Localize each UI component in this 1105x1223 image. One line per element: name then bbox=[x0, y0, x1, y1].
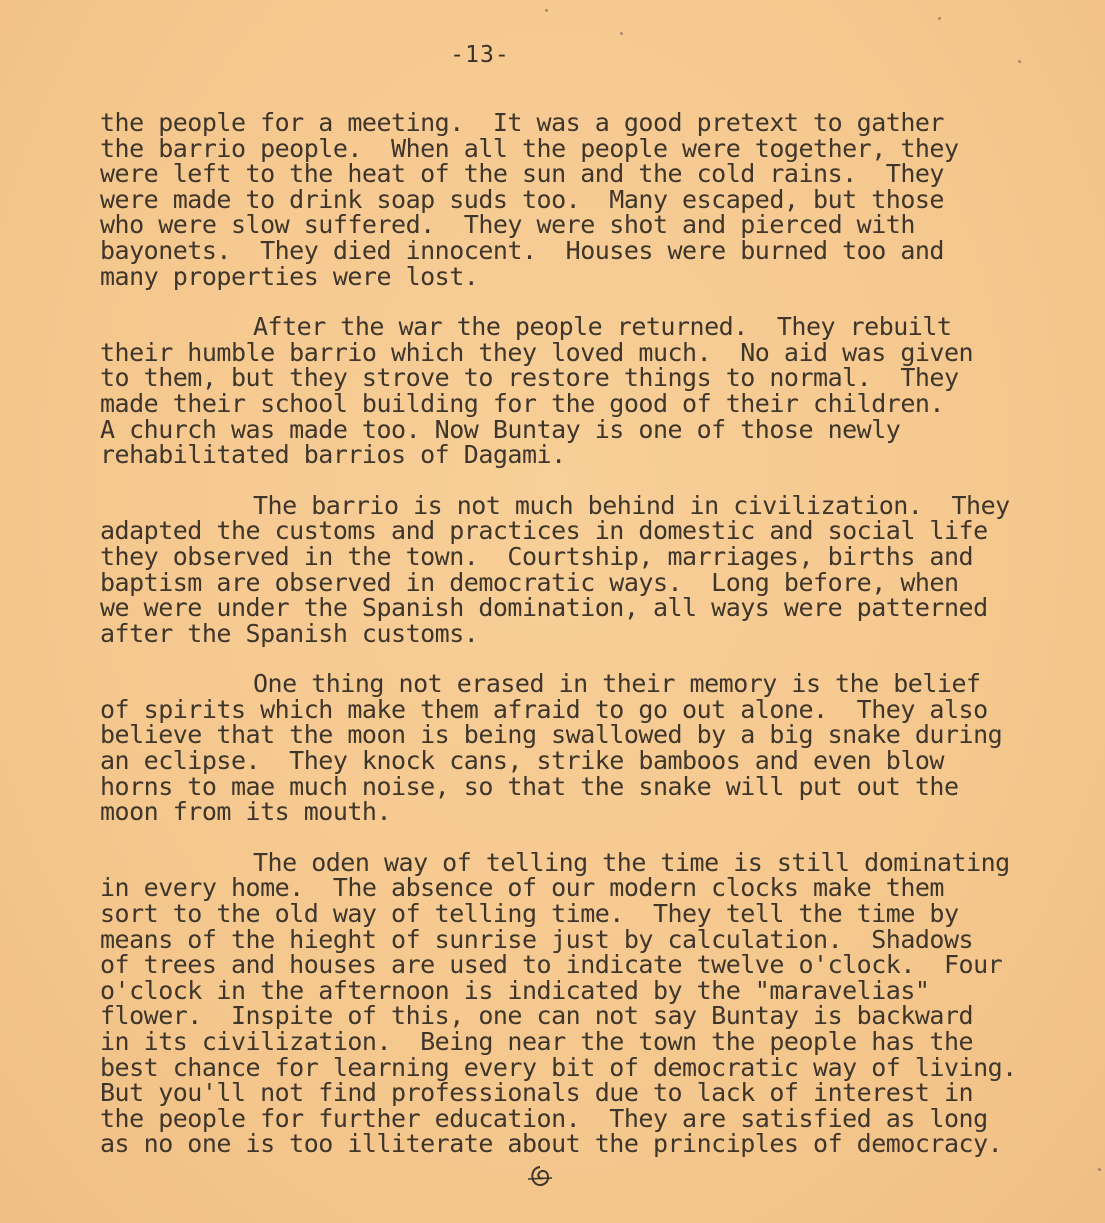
paragraph bbox=[100, 671, 1090, 825]
text-line bbox=[100, 442, 1090, 468]
line-text: adapted the customs and practices in domestic and social life bbox=[100, 516, 988, 546]
text-line bbox=[100, 1080, 1090, 1106]
line-text: in every home. The absence of our modern clocks make them bbox=[100, 873, 944, 903]
line-text: o'clock in the afternoon is indicated by the "maravelias" bbox=[100, 975, 930, 1005]
line-text: we were under the Spanish domination, all ways were patterned bbox=[100, 593, 988, 623]
line-text: many properties were lost. bbox=[100, 261, 479, 291]
line-text: after the Spanish customs. bbox=[100, 618, 479, 648]
text-line bbox=[100, 133, 1090, 163]
text-line bbox=[100, 518, 1090, 544]
text-line bbox=[100, 541, 1090, 571]
line-text: of spirits which make them afraid to go out alone. They also bbox=[100, 694, 988, 724]
paragraph bbox=[100, 490, 1090, 648]
paper-speck bbox=[545, 9, 548, 12]
text-line bbox=[100, 567, 1090, 597]
page-number: -13- bbox=[450, 42, 510, 68]
handwritten-mark-icon bbox=[526, 1164, 554, 1192]
line-text: were left to the heat of the sun and the cold rains. They bbox=[100, 159, 944, 189]
line-text: The oden way of telling the time is still dominating bbox=[253, 847, 1010, 877]
text-line bbox=[100, 388, 1090, 418]
text-line bbox=[100, 1029, 1090, 1055]
text-line bbox=[100, 671, 1090, 697]
line-text: to them, but they strove to restore things to normal. They bbox=[100, 363, 959, 393]
line-text: means of the hieght of sunrise just by calculation. Shadows bbox=[100, 924, 974, 954]
line-text: they observed in the town. Courtship, marriages, births and bbox=[100, 541, 974, 571]
text-line bbox=[100, 901, 1090, 927]
line-text: of trees and houses are used to indicate twelve o'clock. Four bbox=[100, 950, 1003, 980]
line-text: But you'll not find professionals due to lack of interest in bbox=[100, 1078, 974, 1108]
text-line bbox=[100, 771, 1090, 801]
text-line bbox=[100, 595, 1090, 621]
line-text: who were slow suffered. They were shot and pierced with bbox=[100, 210, 915, 240]
text-line bbox=[100, 1052, 1090, 1082]
text-line bbox=[100, 799, 1090, 825]
text-line bbox=[100, 414, 1090, 444]
text-line bbox=[100, 261, 1090, 291]
line-text: bayonets. They died innocent. Houses were burned too and bbox=[100, 235, 944, 265]
line-text: believe that the moon is being swallowed by a big snake during bbox=[100, 720, 1003, 750]
line-text: best chance for learning every bit of democratic way of living. bbox=[100, 1052, 1017, 1082]
text-line bbox=[100, 314, 1090, 340]
paper-speck bbox=[1018, 60, 1021, 63]
text-line bbox=[100, 1003, 1090, 1029]
line-text: the people for a meeting. It was a good pretext to gather bbox=[100, 108, 944, 137]
paragraph bbox=[100, 847, 1090, 1159]
text-line bbox=[100, 235, 1090, 265]
line-text: flower. Inspite of this, one can not say Buntay is backward bbox=[100, 1001, 974, 1031]
paragraph bbox=[100, 314, 1090, 468]
text-line bbox=[100, 161, 1090, 187]
body-text bbox=[100, 110, 1090, 1182]
line-text: the people for further education. They are satisfied as long bbox=[100, 1103, 988, 1133]
line-text: After the war the people returned. They rebuilt bbox=[253, 312, 952, 342]
line-text: rehabilitated barrios of Dagami. bbox=[100, 440, 566, 470]
text-line bbox=[100, 618, 1090, 648]
text-line bbox=[100, 694, 1090, 724]
line-text: moon from its mouth. bbox=[100, 797, 392, 827]
text-line bbox=[100, 1103, 1090, 1133]
paper-speck bbox=[1098, 1168, 1101, 1171]
text-line bbox=[100, 975, 1090, 1005]
text-line bbox=[100, 1131, 1090, 1157]
line-text: made their school building for the good of their children. bbox=[100, 388, 944, 418]
text-line bbox=[100, 952, 1090, 978]
text-line bbox=[100, 722, 1090, 748]
line-text: baptism are observed in democratic ways. Long before, when bbox=[100, 567, 959, 597]
line-text: horns to mae much noise, so that the snake will put out the bbox=[100, 771, 959, 801]
line-text: A church was made too. Now Buntay is one of those newly bbox=[100, 414, 901, 444]
line-text: an eclipse. They knock cans, strike bamboos and even blow bbox=[100, 746, 944, 776]
text-line bbox=[100, 212, 1090, 238]
text-line bbox=[100, 365, 1090, 391]
text-line bbox=[100, 110, 1090, 136]
paper-speck bbox=[620, 32, 623, 35]
text-line bbox=[100, 337, 1090, 367]
line-text: the barrio people. When all the people were together, they bbox=[100, 133, 959, 163]
line-text: One thing not erased in their memory is the belief bbox=[253, 669, 981, 699]
line-text: sort to the old way of telling time. They tell the time by bbox=[100, 899, 959, 929]
line-text: were made to drink soap suds too. Many escaped, but those bbox=[100, 184, 944, 214]
text-line bbox=[100, 748, 1090, 774]
text-line bbox=[100, 875, 1090, 901]
paragraph bbox=[100, 110, 1090, 289]
line-text: their humble barrio which they loved much. No aid was given bbox=[100, 337, 974, 367]
text-line bbox=[100, 184, 1090, 214]
text-line bbox=[100, 847, 1090, 877]
line-text: The barrio is not much behind in civilization. They bbox=[253, 490, 1010, 520]
line-text: in its civilization. Being near the town the people has the bbox=[100, 1027, 974, 1056]
text-line bbox=[100, 490, 1090, 520]
text-line bbox=[100, 924, 1090, 954]
line-text: as no one is too illiterate about the principles of democracy. bbox=[100, 1129, 1003, 1159]
paper-speck bbox=[938, 17, 941, 20]
